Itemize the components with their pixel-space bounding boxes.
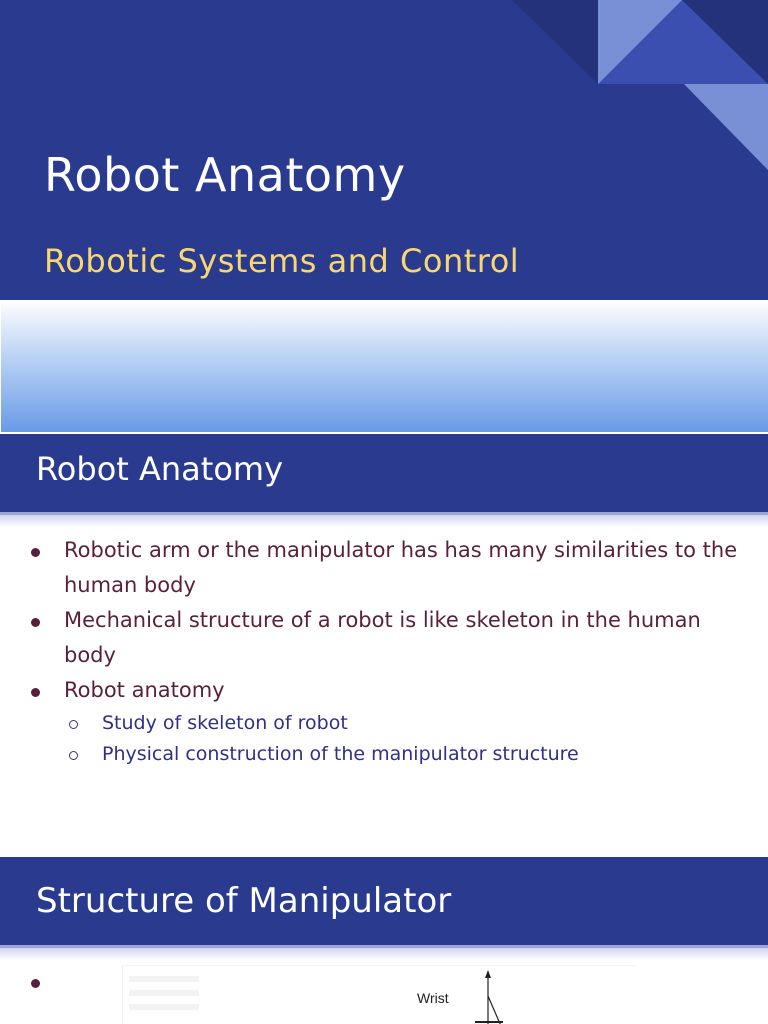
arrow-icon [453,966,533,1024]
bullet-item [0,673,768,708]
slide-heading: Structure of Manipulator [36,881,452,921]
bullet-dot [31,548,40,557]
bullet-item [0,603,768,673]
faint-figure-text [129,976,199,1016]
header-shadow [0,948,768,960]
hollow-circle-bullet [69,751,78,760]
sub-bullet-item [0,708,768,739]
bullet-dot [31,688,40,697]
deco-triangle-dark [512,0,598,84]
deco-triangle-lower [684,84,768,170]
bullet-text: Robot anatomy [64,678,225,702]
bullet-text: Mechanical structure of a robot is like skeleton in the human body [64,608,701,667]
sub-bullet-item [0,739,768,770]
bullet-item [0,533,768,603]
wrist-label: Wrist [417,990,449,1006]
header-shadow [0,515,768,527]
bullet-text: Robotic arm or the manipulator has has many similarities to the human body [64,538,738,597]
slide-title: Robot Anatomy [44,148,406,202]
bullet-dot [31,618,40,627]
bullet-dot [31,979,40,988]
title-slide [0,0,768,432]
title-gradient-panel [1,300,768,432]
slide-subtitle: Robotic Systems and Control [44,242,520,280]
slide-heading: Robot Anatomy [36,450,283,488]
bullet-list [0,533,768,770]
content-slide-structure-of-manipulator [0,857,768,1024]
sub-bullet-text: Physical construction of the manipulator structure [102,743,579,765]
content-slide-robot-anatomy [0,434,768,856]
manipulator-figure [122,965,635,1024]
sub-bullet-text: Study of skeleton of robot [102,712,348,734]
hollow-circle-bullet [69,720,78,729]
